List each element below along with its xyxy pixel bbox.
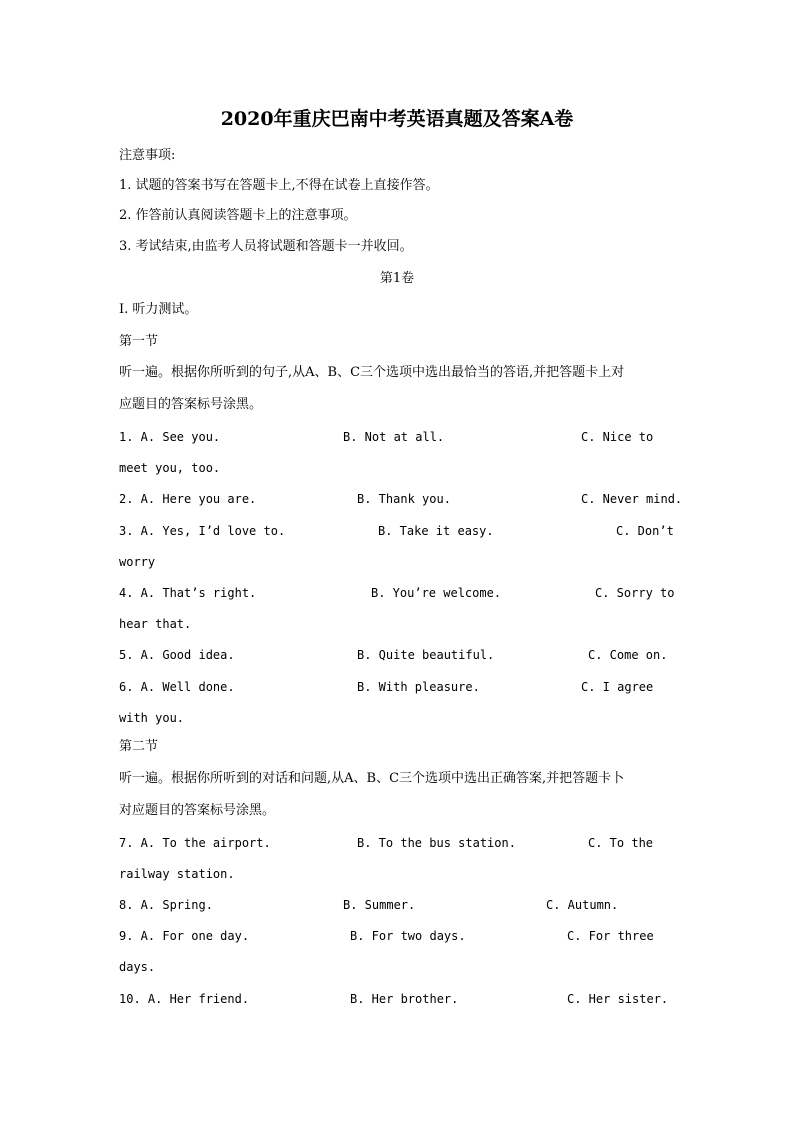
question-6-option-b: B. With pleasure. xyxy=(357,680,480,694)
question-2-option-b: B. Thank you. xyxy=(357,492,451,506)
section2-instruction-line1: 听一遍。根据你所听到的对话和问题,从A、B、C三个选项中选出正确答案,并把答题卡卜 xyxy=(119,771,625,786)
section1-heading: 第一节 xyxy=(119,334,159,349)
question-5-option-c: C. Come on. xyxy=(588,648,668,662)
section1-instruction-line2: 应题目的答案标号涂黑。 xyxy=(119,397,263,412)
question-10-option-c: C. Her sister. xyxy=(567,992,669,1006)
question-4-option-c: C. Sorry to xyxy=(595,586,675,600)
question-8-option-b: B. Summer. xyxy=(343,898,416,912)
question-1-option-a: 1. A. See you. xyxy=(119,430,221,444)
question-3-option-c: C. Don’t xyxy=(616,524,674,538)
section2-instruction-line2: 对应题目的答案标号涂黑。 xyxy=(119,803,276,818)
volume-heading: 第1卷 xyxy=(379,271,415,286)
section1-instruction-line1: 听一遍。根据你所听到的句子,从A、B、C三个选项中选出最恰当的答语,并把答题卡上对 xyxy=(119,365,625,380)
notice-heading: 注意事项: xyxy=(119,148,176,163)
question-7-option-a: 7. A. To the airport. xyxy=(119,836,271,850)
notice-item-3: 3. 考试结束,由监考人员将试题和答题卡一并收回。 xyxy=(119,239,413,254)
question-10-option-b: B. Her brother. xyxy=(350,992,459,1006)
question-1-option-c: C. Nice to xyxy=(581,430,654,444)
question-5-option-b: B. Quite beautiful. xyxy=(357,648,495,662)
document-title: 2020年重庆巴南中考英语真题及答案A卷 xyxy=(220,108,574,130)
question-4-option-b: B. You’re welcome. xyxy=(371,586,502,600)
part1-heading: I. 听力测试。 xyxy=(119,302,198,317)
section2-heading: 第二节 xyxy=(119,739,159,754)
question-2-option-a: 2. A. Here you are. xyxy=(119,492,257,506)
question-3-option-a: 3. A. Yes, I’d love to. xyxy=(119,524,286,538)
question-4-option-a: 4. A. That’s right. xyxy=(119,586,257,600)
question-3-option-b: B. Take it easy. xyxy=(378,524,494,538)
question-1-option-b: B. Not at all. xyxy=(343,430,445,444)
question-6-option-c: C. I agree xyxy=(581,680,654,694)
question-8-option-c: C. Autumn. xyxy=(546,898,619,912)
question-9-continuation: days. xyxy=(119,960,156,974)
notice-item-1: 1. 试题的答案书写在答题卡上,不得在试卷上直接作答。 xyxy=(119,178,439,193)
question-6-option-a: 6. A. Well done. xyxy=(119,680,235,694)
question-7-option-c: C. To the xyxy=(588,836,654,850)
question-2-option-c: C. Never mind. xyxy=(581,492,683,506)
question-5-option-a: 5. A. Good idea. xyxy=(119,648,235,662)
question-7-continuation: railway station. xyxy=(119,867,235,881)
question-9-option-c: C. For three xyxy=(567,929,654,943)
question-7-option-b: B. To the bus station. xyxy=(357,836,516,850)
question-9-option-b: B. For two days. xyxy=(350,929,466,943)
question-4-continuation: hear that. xyxy=(119,617,192,631)
notice-item-2: 2. 作答前认真阅读答题卡上的注意事项。 xyxy=(119,208,357,223)
question-10-option-a: 10. A. Her friend. xyxy=(119,992,250,1006)
question-8-option-a: 8. A. Spring. xyxy=(119,898,213,912)
question-9-option-a: 9. A. For one day. xyxy=(119,929,250,943)
question-3-continuation: worry xyxy=(119,555,156,569)
question-6-continuation: with you. xyxy=(119,711,185,725)
question-1-continuation: meet you, too. xyxy=(119,461,221,475)
